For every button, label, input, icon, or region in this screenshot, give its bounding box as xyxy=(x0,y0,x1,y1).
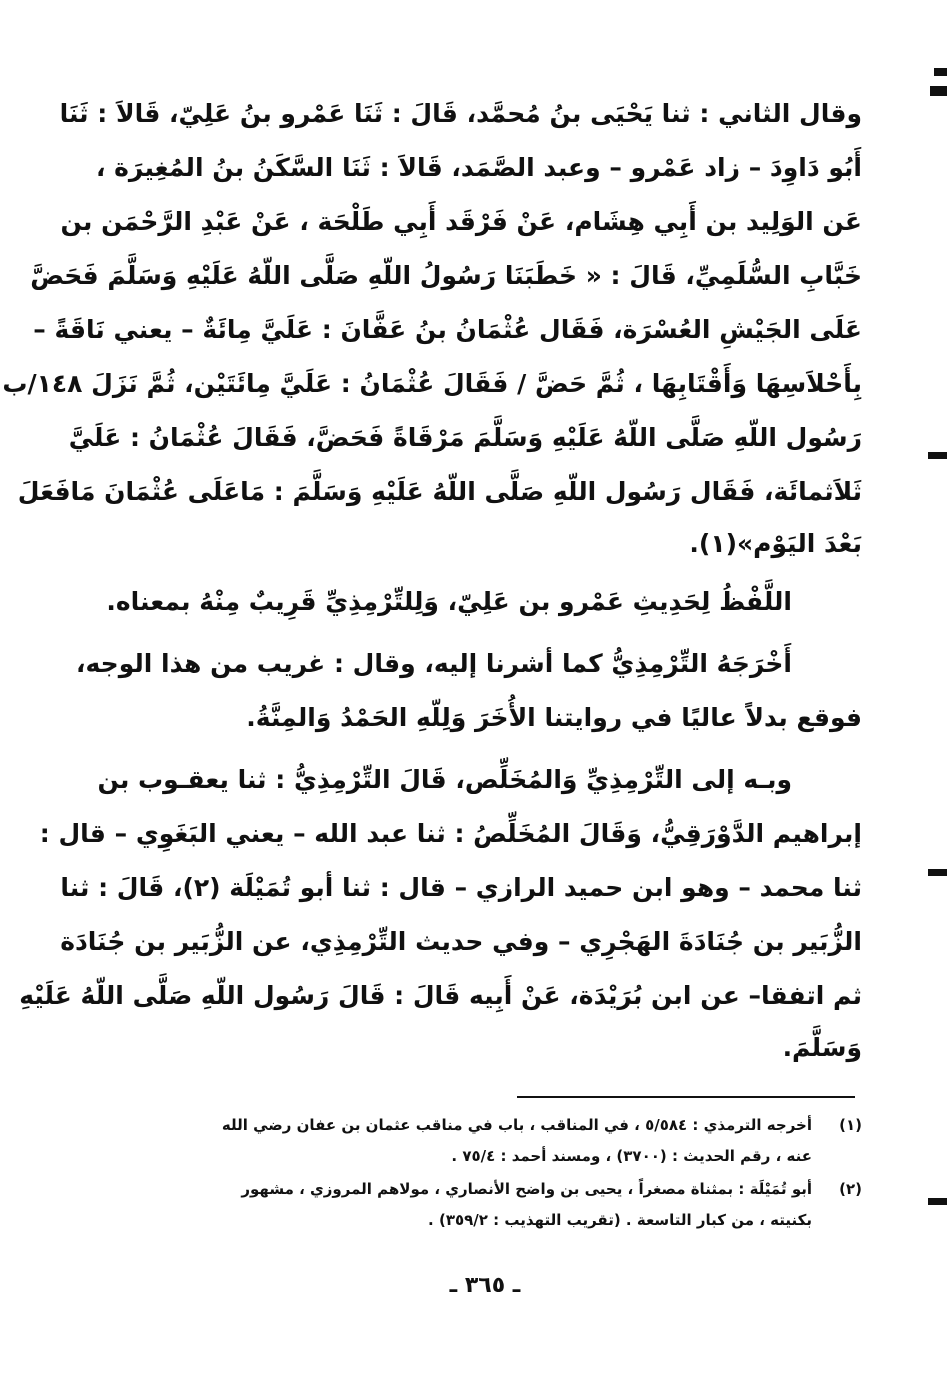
text-line: إبراهيم الدَّوْرَقِيُّ، وَقَالَ المُخَلِّصُ : ثنا عبد الله – يعني البَغَوِي – قال : xyxy=(39,819,862,848)
text-line: بَعْدَ اليَوْم»(١). xyxy=(689,529,862,558)
footnote-line: عنه ، رقم الحديث : (٣٧٠٠) ، ومسند أحمد : ٧٥/٤ . xyxy=(451,1147,812,1165)
text-line: عَلَى الجَيْشِ العُسْرَة، فَقَال عُثْمَانُ بنُ عَفَّانَ : عَلَيَّ مِائَةٌ – يعني نَاقَةً – xyxy=(33,315,862,344)
paragraph-line: وبـه إلى التِّرْمِذِيِّ وَالمُخَلِّص، قَالَ التِّرْمِذِيُّ : ثنا يعقـوب بن xyxy=(97,765,792,794)
text-line: ثنا محمد – وهو ابن حميد الرازي – قال : ثنا أبو تُمَيْلَة (٢)، قَالَ : ثنا xyxy=(60,873,862,902)
footnote-line: بكنيته ، من كبار التاسعة . (تقريب التهذيب : ٣٥٩/٢) . xyxy=(428,1211,812,1229)
footnote-number: (١) xyxy=(839,1116,862,1134)
text-line: خَبَّابِ السُّلَمِيِّ، قَالَ : « خَطَبَنَا رَسُولُ اللّهِ صَلَّى اللّهُ عَلَيْهِ وَسَلَّمَ فَحَضَّ xyxy=(30,261,862,290)
footnote xyxy=(180,1110,862,1172)
footnote-separator xyxy=(517,1096,855,1098)
text-line: عَن الوَلِيد بن أَبِي هِشَام، عَنْ فَرْقَد أَبِي طَلْحَة ، عَنْ عَبْدِ الرَّحْمَن بن xyxy=(60,207,862,236)
scan-mark xyxy=(928,1198,947,1205)
paragraph-line: أَخْرَجَهُ التِّرْمِذِيُّ كما أشرنا إليه، وقال : غريب من هذا الوجه، xyxy=(76,649,792,678)
text-line: ثم اتفقا– عن ابن بُرَيْدَة، عَنْ أَبِيه قَالَ : قَالَ رَسُول اللّهِ صَلَّى اللّهُ عَلَيْهِ xyxy=(19,981,862,1010)
text-line: وَسَلَّمَ. xyxy=(782,1033,862,1062)
footnote xyxy=(180,1174,862,1236)
scan-mark xyxy=(928,869,947,876)
text-line: فوقع بدلاً عاليًا في روايتنا الأُخَرَ وَلِلّهِ الحَمْدُ وَالمِنَّةُ. xyxy=(246,703,862,732)
text-line: بِأَحْلاَسِهَا وَأَقْتَابِهَا ، ثُمَّ حَضَّ / فَقَالَ عُثْمَانُ : عَلَيَّ مِائَتَيْن، ثُمَّ نَزَلَ ١٤٨/ب xyxy=(2,369,862,398)
text-line: رَسُول اللّهِ صَلَّى اللّهُ عَلَيْهِ وَسَلَّمَ مَرْقَاةً فَحَضَّ، فَقَالَ عُثْمَانُ : عَلَيَّ xyxy=(68,423,862,452)
scan-mark xyxy=(934,68,947,76)
text-line: أَبُو دَاوِدَ – زاد عَمْرو – وعبد الصَّمَد، قَالاَ : ثَنَا السَّكَنُ بنُ المُغِيرَة ، xyxy=(95,153,862,182)
paragraph-line: اللَّفْظُ لِحَدِيثِ عَمْرو بن عَلِيّ، وَلِلتِّرْمِذِيِّ قَرِيبٌ مِنْهُ بمعناه. xyxy=(106,587,792,616)
scan-mark xyxy=(928,452,947,459)
scan-mark xyxy=(930,86,947,96)
text-line: وقال الثاني : ثنا يَحْيَى بنُ مُحمَّد، قَالَ : ثَنَا عَمْرو بنُ عَلِيّ، قَالاَ : ثَنَا xyxy=(59,99,862,128)
footnote-line: أخرجه الترمذي : ٥/٥٨٤ ، في المناقب ، باب في مناقب عثمان بن عفان رضي الله xyxy=(221,1116,812,1134)
footnote-number: (٢) xyxy=(839,1180,862,1198)
text-line: الزُّبَير بن جُنَادَةَ الهَجْرِي – وفي حديث التِّرْمِذِي، عن الزُّبَير بن جُنَادَة xyxy=(60,927,862,956)
text-line: ثَلاَثمائَة، فَقَال رَسُول اللّهِ صَلَّى اللّهُ عَلَيْهِ وَسَلَّمَ : مَاعَلَى عُثْمَانَ مَافَعَلَ xyxy=(17,477,862,506)
footnotes xyxy=(180,1110,862,1238)
footnote-line: أبو تُمَيْلَة : بمثناة مصغراً ، يحيى بن واضح الأنصاري ، مولاهم المروزي ، مشهور xyxy=(241,1180,812,1198)
page-number: ـ ٣٦٥ ـ xyxy=(449,1273,521,1298)
